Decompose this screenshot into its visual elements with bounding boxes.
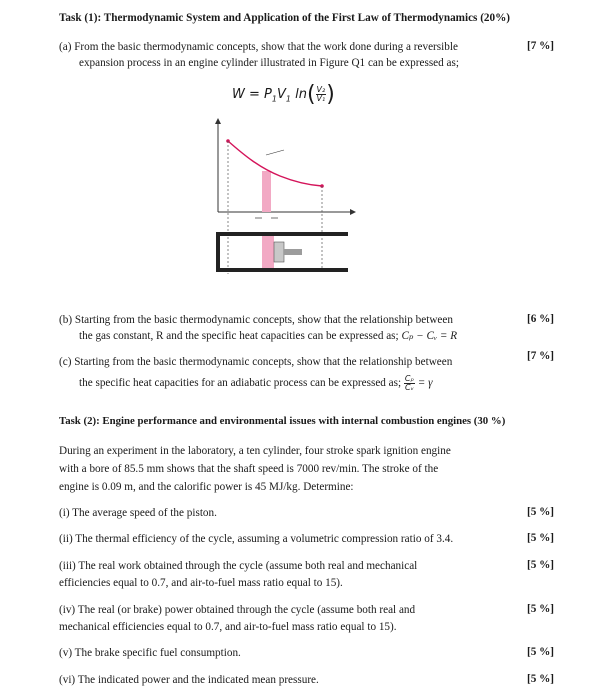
cylinder-bottom-wall (216, 268, 348, 272)
v-axis-arrow (350, 209, 356, 215)
process-curve (228, 141, 322, 186)
task1-c-line2-text: the specific heat capacities for an adiabatic process can be expressed as; (79, 377, 404, 390)
figure-q1 (200, 114, 360, 284)
work-equation: $W = P_1V_1$ ln( $\frac{\text{V₂}}{\text{V₁}}$ ) (232, 82, 335, 107)
task1-a-line1: (a) From the basic thermodynamic concepts, show that the work done during a reversible (59, 41, 458, 53)
task2-intro-line3: engine is 0.09 m, and the calorific power is 45 MJ/kg. Determine: (59, 481, 354, 493)
task2-item-i-mark: [5 %] (526, 506, 554, 518)
task2-item-vi-mark: [5 %] (526, 673, 554, 685)
task2-intro-line1: During an experiment in the laboratory, a ten cylinder, four stroke spark ignition engine (59, 445, 451, 457)
task2-title: Task (2): Engine performance and environmental issues with internal combustion engines (30 %) (59, 415, 506, 427)
equation-lhs: W = P (232, 87, 272, 102)
task1-b-mark: [6 %] (526, 313, 554, 325)
task2-item-v: (v) The brake specific fuel consumption. (59, 647, 241, 659)
task2-item-v-mark: [5 %] (526, 646, 554, 658)
cylinder-top-wall (216, 232, 348, 236)
task1-c-mark: [7 %] (526, 350, 554, 362)
task1-a-mark: [7 %] (526, 40, 554, 52)
task2-item-vi: (vi) The indicated power and the indicated mean pressure. (59, 674, 319, 686)
task1-a-line2: expansion process in an engine cylinder illustrated in Figure Q1 can be expressed as; (79, 57, 459, 69)
equation-v: V (276, 87, 286, 102)
task1-c-frac-num: Cₚ (404, 374, 414, 383)
task1-c-line2 (79, 375, 432, 392)
task1-title: Task (1): Thermodynamic System and Application of the First Law of Thermodynamics (20%) (59, 12, 511, 24)
task1-c-line1: (c) Starting from the basic thermodynamic concepts, show that the relationship between (59, 356, 453, 368)
task1-c-frac-den: Cᵥ (404, 383, 414, 392)
p-axis-arrow (215, 118, 221, 124)
task2-item-ii-mark: [5 %] (526, 532, 554, 544)
task2-item-ii: (ii) The thermal efficiency of the cycle, assuming a volumetric compression ratio of 3.4. (59, 533, 454, 545)
task1-c-eq-tail: = γ (414, 377, 433, 390)
frac-numerator: V₂ (316, 85, 326, 94)
cylinder-left-wall (216, 232, 220, 272)
piston-rod (284, 249, 302, 255)
da-strip (262, 171, 271, 212)
task2-item-iv-mark: [5 %] (526, 603, 554, 615)
piston-strip (262, 236, 274, 268)
task1-c-fraction (404, 375, 415, 392)
task2-item-iv-line1: (iv) The real (or brake) power obtained through the cycle (assume both real and (59, 604, 416, 616)
equation-fraction (316, 86, 327, 103)
task1-b-line2 (79, 329, 457, 343)
task2-item-iii-mark: [5 %] (526, 559, 554, 571)
task1-b-line1: (b) Starting from the basic thermodynamic concepts, show that the relationship between (59, 314, 453, 326)
equation-ln: ln (290, 87, 307, 102)
piston (274, 242, 284, 262)
task1-b-line2-text: the gas constant, R and the specific heat capacities can be expressed as; (79, 330, 402, 342)
task1-b-equation: Cₚ − Cᵥ = R (401, 330, 458, 342)
task2-intro-line2: with a bore of 85.5 mm shows that the shaft speed is 7000 rev/min. The stroke of the (59, 463, 439, 475)
process-path-leader (266, 150, 284, 155)
frac-denominator: V₁ (316, 94, 326, 103)
equation-sub1: 1 (271, 94, 277, 104)
task2-item-iii-line1: (iii) The real work obtained through the cycle (assume both real and mechanical (59, 560, 418, 572)
task2-item-i: (i) The average speed of the piston. (59, 507, 217, 519)
task2-item-iii-line2: efficiencies equal to 0.7, and air-to-fuel mass ratio equal to 15). (59, 577, 343, 589)
task2-item-iv-line2: mechanical efficiencies equal to 0.7, and air-to-fuel mass ratio equal to 15). (59, 621, 397, 633)
equation-sub2: 1 (285, 94, 291, 104)
